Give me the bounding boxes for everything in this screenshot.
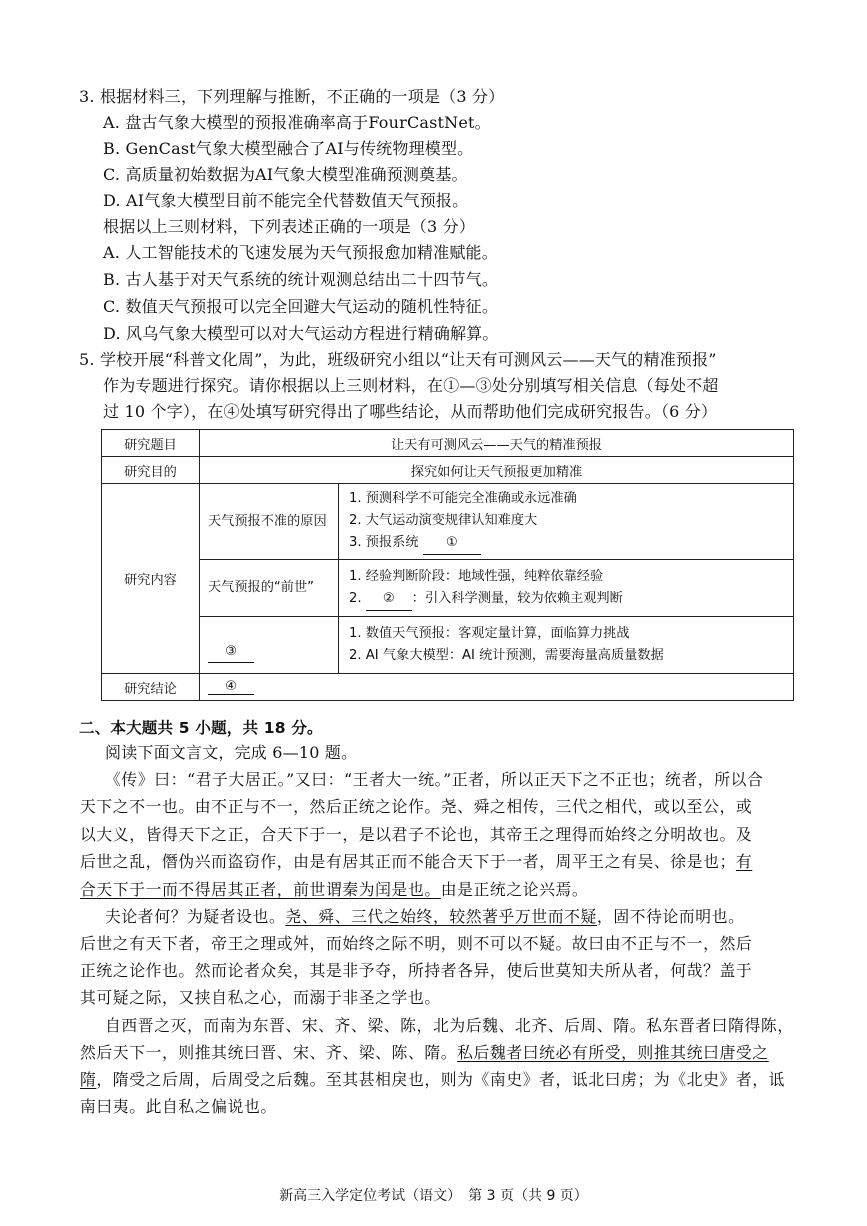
- q4-option-a: A. 人工智能技术的飞速发展为天气预报愈加精准赋能。: [103, 243, 498, 262]
- passage-p2-line-3: 正统之论作也。然而论者众矣，其是非予夺，所持者各异，使后世莫知夫所从者，何哉？盖于: [80, 961, 753, 980]
- q5-line-1: 5. 学校开展“科普文化周”，为此，班级研究小组以“让天有可测风云——天气的精准预报”: [79, 350, 717, 369]
- conclusion-label: 研究结论: [102, 674, 200, 701]
- blank-2[interactable]: ②: [366, 588, 412, 611]
- research-report-table: [101, 429, 794, 701]
- q5-line-3: 过 10 个字），在④处填写研究得出了哪些结论，从而帮助他们完成研究报告。（6 分）: [103, 402, 718, 421]
- passage-p3-line-1: 自西晋之灭，而南为东晋、宋、齐、梁、陈，北为后魏、北齐、后周、隋。私东晋者曰隋得陈，: [105, 1016, 794, 1035]
- passage-p1-line-4: [80, 852, 752, 872]
- passage-p1-line-4-underlined: 有: [735, 852, 753, 871]
- passage-p1-line-1: 《传》曰：“君子大居正。”又曰：“王者大一统。”正者，所以正天下之不正也；统者，所以合: [105, 770, 764, 789]
- reason-item-3: [349, 532, 783, 555]
- passage-p2-line-1-start: 夫论者何？为疑者设也。: [105, 907, 286, 926]
- q5-line-2: 作为专题进行探究。请你根据以上三则材料，在①—③处分别填写相关信息（每处不超: [103, 376, 719, 395]
- section-2-title: 二、本大题共 5 小题，共 18 分。: [79, 719, 323, 737]
- passage-p2-line-1-end: ，固不待论而明也。: [596, 907, 745, 926]
- q3-option-a: A. 盘古气象大模型的预报准确率高于FourCastNet。: [103, 113, 491, 132]
- present-items: [339, 617, 794, 674]
- q3-option-c: C. 高质量初始数据为AI气象大模型准确预测奠基。: [103, 165, 468, 184]
- conclusion-cell: [200, 674, 794, 701]
- q4-option-d: D. 风乌气象大模型可以对大气运动方程进行精确解算。: [103, 324, 499, 343]
- present-label-cell: [200, 617, 339, 674]
- passage-p2-line-2: 后世之有天下者，帝王之理或舛，而始终之际不明，则不可以不疑。故曰由不正与不一，然后: [80, 934, 753, 953]
- section-2-intro: 阅读下面文言文，完成 6—10 题。: [105, 743, 358, 762]
- blank-4[interactable]: ④: [208, 679, 254, 695]
- passage-p2-line-1: [105, 907, 745, 927]
- passage-p3-line-2: [80, 1043, 769, 1063]
- blank-1[interactable]: ①: [423, 532, 481, 555]
- content-label: 研究内容: [102, 484, 200, 674]
- passage-p1-line-4-text: 后世之乱，僭伪兴而盗窃作，由是有居其正而不能合天下于一者，周平王之有吴、徐是也；: [80, 852, 736, 871]
- reason-label: 天气预报不准的原因: [200, 484, 339, 560]
- passage-p3-line-2-start: 然后天下一，则推其统曰晋、宋、齐、梁、陈、隋。: [80, 1043, 458, 1062]
- blank-3[interactable]: ③: [208, 642, 254, 663]
- passage-p1-line-5-end: 由是正统之论兴焉。: [440, 880, 589, 899]
- passage-p1-line-5: [80, 880, 588, 900]
- passage-p3-underlined-end: 隋: [80, 1070, 97, 1089]
- present-item-2: 2. AI 气象大模型：AI 统计预测，需要海量高质量数据: [349, 648, 664, 663]
- present-item-1: 1. 数值天气预报：客观定量计算，面临算力挑战: [349, 626, 630, 641]
- past-label: 天气预报的“前世”: [200, 560, 339, 617]
- past-item-2-suffix: ：引入科学测量，较为依赖主观判断: [411, 590, 623, 606]
- reason-item-2: 2. 大气运动演变规律认知难度大: [349, 513, 538, 528]
- passage-p3-line-4: 南曰夷。此自私之偏说也。: [80, 1097, 277, 1116]
- past-item-2-prefix: 2.: [349, 590, 362, 606]
- passage-p2-underlined: 尧、舜、三代之始终，较然著乎万世而不疑: [285, 907, 597, 926]
- past-items: [339, 560, 794, 617]
- q3-stem: 3. 根据材料三，下列理解与推断，不正确的一项是（3 分）: [79, 87, 505, 106]
- topic-value: 让天有可测风云——天气的精准预报: [200, 430, 794, 457]
- passage-p3-line-3: [80, 1070, 785, 1090]
- passage-p1-underlined-sentence: 合天下于一而不得居其正者，前世谓秦为闰是也。: [80, 880, 441, 899]
- topic-label: 研究题目: [102, 430, 200, 457]
- passage-p1-line-2: 天下之不一也。由不正与不一，然后正统之论作。尧、舜之相传，三代之相代，或以至公，或: [80, 797, 753, 816]
- q3-option-b: B. GenCast气象大模型融合了AI与传统物理模型。: [103, 139, 474, 158]
- reason-item-1: 1. 预测科学不可能完全准确或永远准确: [349, 491, 577, 506]
- page-footer: 新高三入学定位考试（语文） 第 3 页（共 9 页）: [279, 1188, 588, 1204]
- q4-option-b: B. 古人基于对天气系统的统计观测总结出二十四节气。: [103, 270, 499, 289]
- past-item-1: 1. 经验判断阶段：地域性强，纯粹依靠经验: [349, 568, 604, 584]
- past-item-2: [349, 588, 783, 611]
- q3-option-d: D. AI气象大模型目前不能完全代替数值天气预报。: [103, 191, 469, 210]
- passage-p1-line-3: 以大义，皆得天下之正，合天下于一，是以君子不论也，其帝王之理得而始终之分明故也。及: [80, 825, 753, 844]
- passage-p3-line-3-rest: ，隋受之后周，后周受之后魏。至其甚相戾也，则为《南史》者，诋北曰虏；为《北史》者，诋: [96, 1070, 786, 1089]
- reason-items: [339, 484, 794, 560]
- purpose-value: 探究如何让天气预报更加精准: [200, 457, 794, 484]
- q4-stem: 根据以上三则材料，下列表述正确的一项是（3 分）: [103, 217, 476, 236]
- q4-option-c: C. 数值天气预报可以完全回避大气运动的随机性特征。: [103, 297, 499, 316]
- passage-p2-line-4: 其可疑之际，又挟自私之心，而溺于非圣之学也。: [80, 988, 441, 1007]
- reason-item-3-text: 3. 预报系统: [349, 535, 419, 550]
- purpose-label: 研究目的: [102, 457, 200, 484]
- passage-p3-underlined: 私后魏者曰统必有所受，则推其统曰唐受之: [457, 1043, 769, 1062]
